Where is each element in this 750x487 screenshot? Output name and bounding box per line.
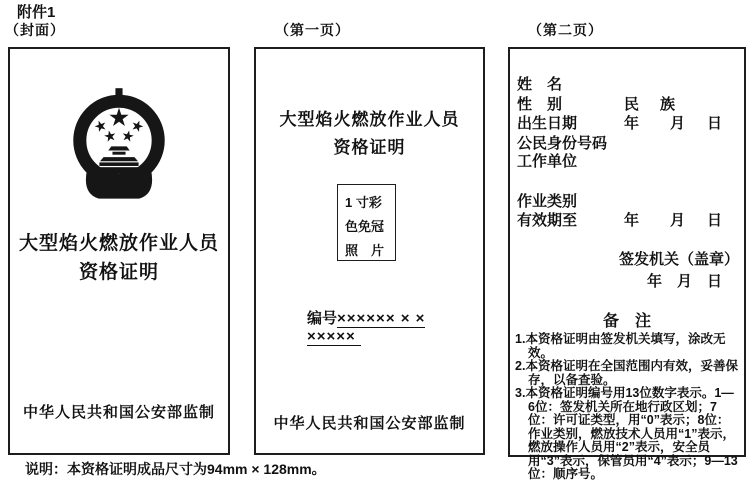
cover-title-line1: 大型焰火燃放作业人员 [18, 233, 219, 254]
field-birth-date [517, 112, 738, 130]
page1-title [256, 106, 483, 162]
remark-item [515, 360, 739, 387]
photo-line: 照 片 [345, 243, 385, 258]
id-label: 公民身份号码 [517, 135, 608, 152]
day-label: 日 [707, 212, 723, 229]
remarks-list [515, 333, 739, 482]
day-label: 日 [707, 115, 723, 132]
year-label: 年 [624, 212, 640, 229]
year-label: 年 [624, 115, 640, 132]
remark-number: 1. [515, 332, 526, 346]
cover-title-line2: 资格证明 [78, 262, 159, 283]
serial-label: 编号 [307, 310, 338, 327]
remark-text: 本资格证明编号用13位数字表示。1—6位：签发机关所在地行政区划；7位：许可证类型，用“0”表示；8位：作业类别，燃放技术人员用“1”表示，燃放操作人员用“2”表示，安全员用“3”表示，保管员用“4”表示；9—13位：顺序号。 [525, 386, 738, 481]
serial-value: ×××××× × × ××××× [307, 310, 426, 345]
page1-panel-tag: （第一页） [275, 22, 350, 38]
field-work-unit [517, 150, 738, 168]
field-id-number [517, 132, 738, 150]
cover-title [10, 229, 228, 287]
field-name [517, 73, 738, 91]
emblem-container [10, 87, 228, 206]
field-gender-ethnic [517, 93, 738, 111]
photo-placeholder-box [337, 184, 396, 261]
field-issue-date [517, 270, 722, 288]
birth-label: 出生日期 [517, 115, 578, 132]
field-job-category [517, 190, 738, 208]
ethnic-label: 民 [624, 96, 640, 113]
footer-note: 说明：本资格证明成品尺寸为94mm × 128mm。 [25, 461, 326, 477]
issue-date-label: 年 月 日 [646, 273, 722, 290]
page2-panel [508, 47, 746, 481]
remark-number: 2. [515, 359, 526, 373]
field-issuing-authority [517, 248, 739, 266]
remark-text: 本资格证明由签发机关填写，涂改无效。 [525, 332, 726, 360]
issue-org-label: 签发机关（盖章） [618, 251, 739, 268]
page1-issuer: 中华人民共和国公安部监制 [273, 415, 466, 432]
ethnic-label: 族 [660, 96, 676, 113]
gender-label: 性 别 [517, 96, 563, 113]
national-emblem-icon [59, 87, 179, 201]
page1-title-line1: 大型焰火燃放作业人员 [279, 110, 460, 129]
valid-label: 有效期至 [517, 212, 578, 229]
work-label: 工作单位 [517, 153, 578, 170]
cover-panel-tag: （封面） [5, 22, 65, 38]
month-label: 月 [670, 115, 686, 132]
remark-number: 3. [515, 386, 526, 400]
attachment-label: 附件1 [17, 4, 56, 21]
cover-panel [8, 47, 230, 455]
photo-line: 1 寸彩 [345, 195, 382, 210]
remarks-title: 备 注 [602, 313, 651, 330]
photo-line: 色免冠 [345, 219, 385, 234]
remark-item [515, 387, 739, 482]
month-label: 月 [670, 212, 686, 229]
name-label: 姓 名 [517, 76, 563, 93]
cover-issuer: 中华人民共和国公安部监制 [22, 404, 215, 421]
page1-panel [254, 47, 485, 455]
remark-text: 本资格证明在全国范围内有效，妥善保存，以备查验。 [525, 359, 738, 387]
remark-item [515, 333, 739, 360]
field-valid-until [517, 209, 738, 227]
serial-number-line [307, 307, 483, 345]
job-label: 作业类别 [517, 193, 578, 210]
page1-title-line2: 资格证明 [333, 138, 406, 157]
page2-panel-tag: （第二页） [528, 22, 603, 38]
